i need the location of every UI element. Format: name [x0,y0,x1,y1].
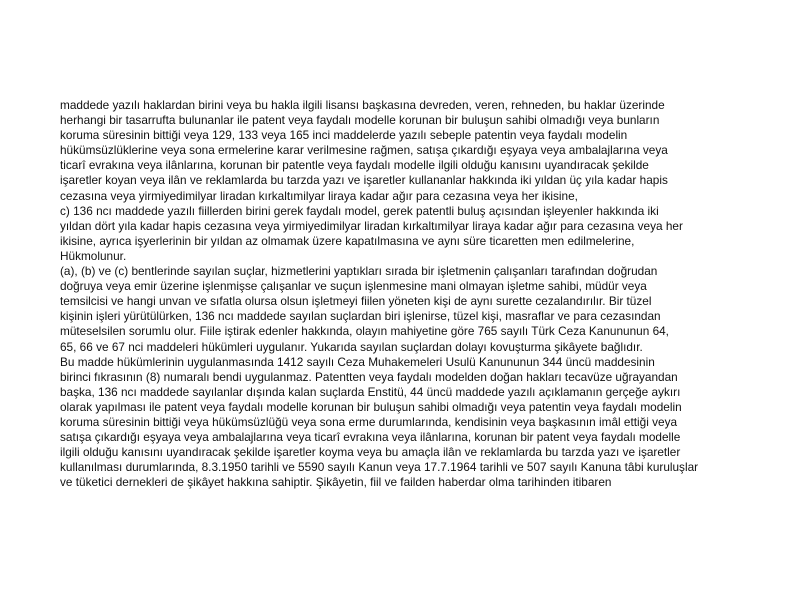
text-line: cezasına veya yirmiyedimilyar liradan kırkaltımilyar liraya kadar ağır para cezasına veya her ikisine, [60,188,578,203]
document-text [60,98,750,490]
text-line: ilgili olduğu kanısını uyandıracak şekilde işaretler koyma veya bu amaçla ilân ve reklamlarda bu tarzda yazı ve işaretler [60,445,681,460]
text-line: kişinin işleri yürütülürken, 136 ncı maddede sayılan suçlardan biri işlenirse, tüzel kişi, masraflar ve para cezasından [60,309,661,324]
text-line: ticarî evrakına veya ilânlarına, korunan bir patentle veya faydalı modelle ilgili olduğu kanısını uyandıracak şekilde [60,158,649,173]
text-line: koruma süresinin bittiği veya 129, 133 veya 165 inci maddelerde yazılı sebeple patentin veya faydalı modelin [60,128,628,143]
text-line: satışa çıkardığı eşyaya veya ambalajlarına veya ticarî evrakına veya ilânlarına, korunan bir patent veya faydalı modelle [60,430,681,445]
text-line: Bu madde hükümlerinin uygulanmasında 1412 sayılı Ceza Muhakemeleri Usulü Kanununun 344 üncü maddesinin [60,354,655,369]
text-line: (a), (b) ve (c) bentlerinde sayılan suçlar, hizmetlerini yaptıkları sırada bir işletmenin çalışanları tarafından doğrudan [60,264,658,279]
text-line: maddede yazılı haklardan birini veya bu hakla ilgili lisansı başkasına devreden, veren, rehneden, bu haklar üzerinde [60,98,665,112]
text-line: ikisine, ayrıca işyerlerinin bir yıldan az olmamak üzere kapatılmasına ve aynı süre ticaretten men edilmelerine, [60,233,635,248]
text-line: Hükmolunur. [60,248,127,263]
text-line: olarak yapılması ile patent veya faydalı modelle korunan bir buluşun sahibi olmadığı veya patentin veya faydalı modelin [60,399,682,414]
text-line: c) 136 ncı maddede yazılı fiillerden birini gerek faydalı model, gerek patentli buluş açısından işleyenler hakkında iki [60,203,659,218]
text-line: herhangi bir tasarrufta bulunanlar ile patent veya faydalı modelle korunan bir buluşun sahibi olmadığı veya bunların [60,113,660,128]
text-line: başka, 136 ncı maddede sayılanlar dışında kalan suçlarda Enstitü, 44 üncü maddede yazılı açıklamanın gerçeğe aykırı [60,384,681,399]
text-line: işaretler koyan veya ilân ve reklamlarda bu tarzda yazı ve işaretler kullananlar hakkında iki yıldan üç yıla kadar hapis [60,173,668,188]
text-line: doğruya veya emir üzerine işlenmişse çalışanlar ve suçun işlenmesine mani olmayan işletme sahibi, müdür veya [60,279,647,294]
text-line: hükümsüzlüklerine veya sona ermelerine karar verilmesine rağmen, satışa çıkardığı eşyaya veya ambalajlarına veya [60,143,668,158]
text-line: temsilcisi ve hangi unvan ve sıfatla olursa olsun işletmeyi fiilen yöneten kişi de aynı surette cezalandırılır. Bir tüzel [60,294,652,309]
text-line: müteselsilen sorumlu olur. Fiile iştirak edenler hakkında, olayın mahiyetine göre 765 sayılı Türk Ceza Kanununun 64, [60,324,669,339]
text-line: 65, 66 ve 67 nci maddeleri hükümleri uygulanır. Yukarıda sayılan suçlardan dolayı kovuşturma şikâyete bağlıdır. [60,339,643,354]
text-line: birinci fıkrasının (8) numaralı bendi uygulanmaz. Patentten veya faydalı modelden doğan hakları tecavüze uğrayandan [60,369,678,384]
text-line: kullanılması durumlarında, 8.3.1950 tarihli ve 5590 sayılı Kanun veya 17.7.1964 tarihli ve 507 sayılı Kanuna tâbi kuruluşlar [60,460,699,475]
text-line: koruma süresinin bittiği veya hükümsüzlüğü veya sona erme durumlarında, kendisinin veya başkasının imâl ettiği veya [60,414,678,429]
text-line: ve tüketici dernekleri de şikâyet hakkına sahiptir. Şikâyetin, fiil ve failden haberdar olma tarihinden itibaren [60,475,612,490]
text-line: yıldan dört yıla kadar hapis cezasına veya yirmiyedimilyar liradan kırkaltımilyar liraya kadar ağır para cezasına veya her [60,218,683,233]
